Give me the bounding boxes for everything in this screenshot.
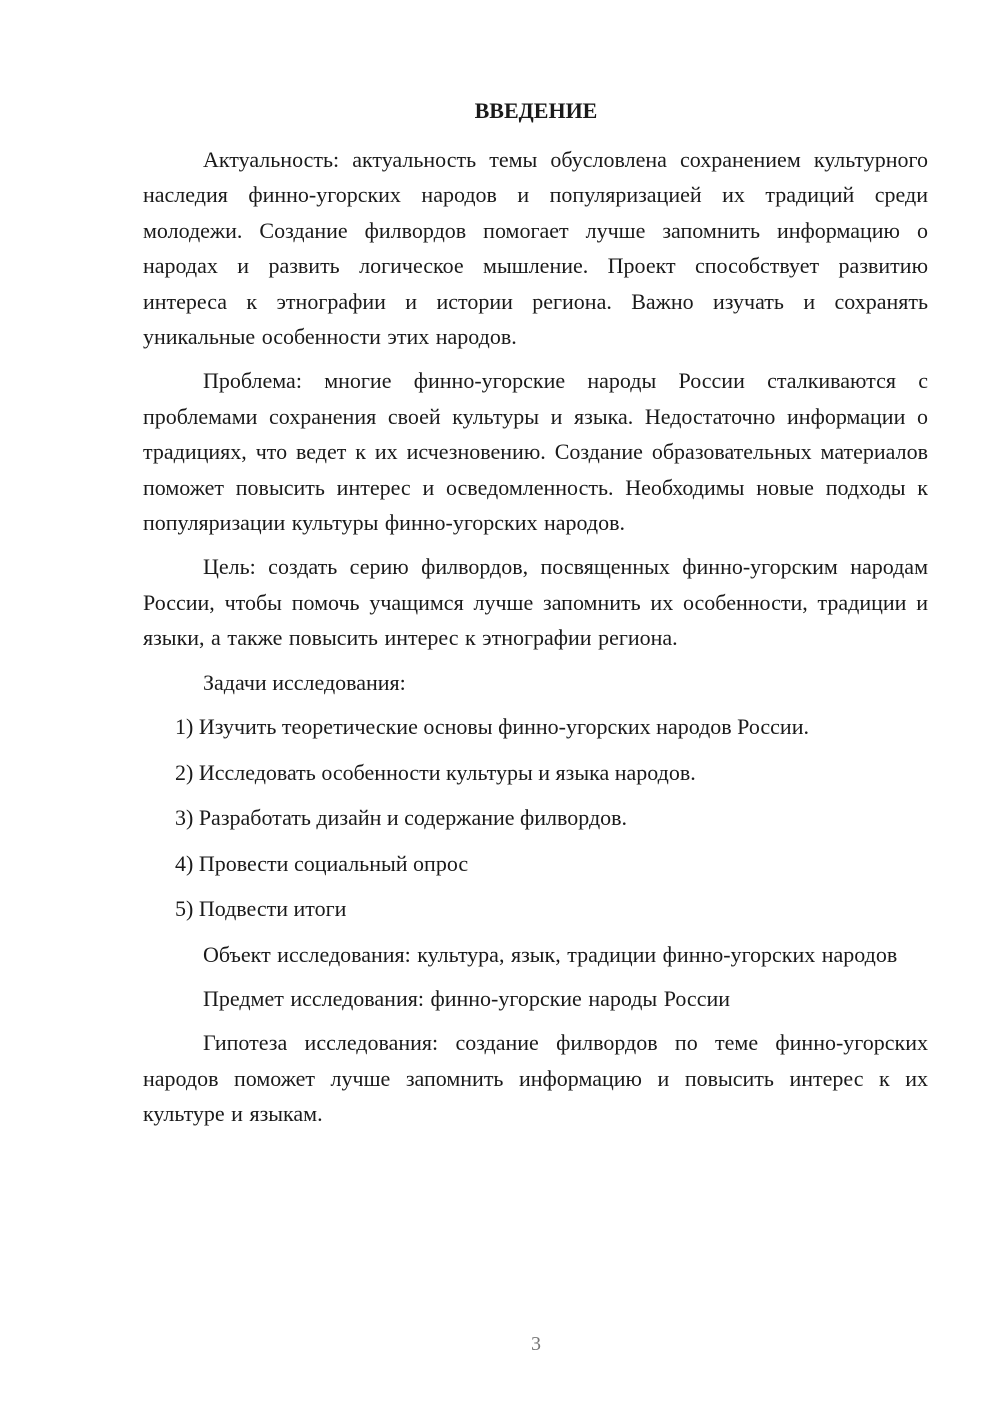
- paragraph-hypothesis: Гипотеза исследования: создание филвордов по теме финно-угорских народов поможет лучше запомнить информацию и повысить интерес к их культуре и языкам.: [143, 1030, 928, 1127]
- list-item: 4) Провести социальный опрос: [175, 850, 469, 876]
- paragraph-problem: Проблема: многие финно-угорские народы России сталкиваются с проблемами сохранения своей культуры и языка. Недостаточно информации о традициях, что ведет к их исчезновению. Создание образовательных материалов поможет повысить интерес и осведомленность. Необходимы новые подходы к популяризации культуры финно-угорских народов.: [143, 368, 928, 536]
- page-title: ВВЕДЕНИЕ: [474, 98, 598, 123]
- tasks-heading: Задачи исследования:: [203, 669, 406, 695]
- paragraph-object: Объект исследования: культура, язык, традиции финно-угорских народов: [203, 941, 898, 967]
- page-number: 3: [531, 1333, 541, 1355]
- document-body: [143, 142, 928, 1141]
- list-item: 3) Разработать дизайн и содержание филвордов.: [175, 805, 628, 831]
- list-item: 2) Исследовать особенности культуры и языка народов.: [175, 759, 696, 785]
- paragraph-subject: Предмет исследования: финно-угорские народы России: [203, 986, 731, 1011]
- list-item: 1) Изучить теоретические основы финно-угорских народов России.: [175, 714, 809, 740]
- tasks-list: [143, 709, 928, 927]
- paragraph-relevance: Актуальность: актуальность темы обусловлена сохранением культурного наследия финно-угорских народов и популяризацией их традиций среди молодежи. Создание филвордов помогает лучше запомнить информацию о народах и развить логическое мышление. Проект способствует развитию интереса к этнографии и истории региона. Важно изучать и сохранять уникальные особенности этих народов.: [143, 147, 928, 350]
- list-item: 5) Подвести итоги: [175, 896, 347, 922]
- paragraph-goal: Цель: создать серию филвордов, посвященных финно-угорским народам России, чтобы помочь учащимся лучше запомнить их особенности, традиции и языки, а также повысить интерес к этнографии региона.: [143, 554, 928, 651]
